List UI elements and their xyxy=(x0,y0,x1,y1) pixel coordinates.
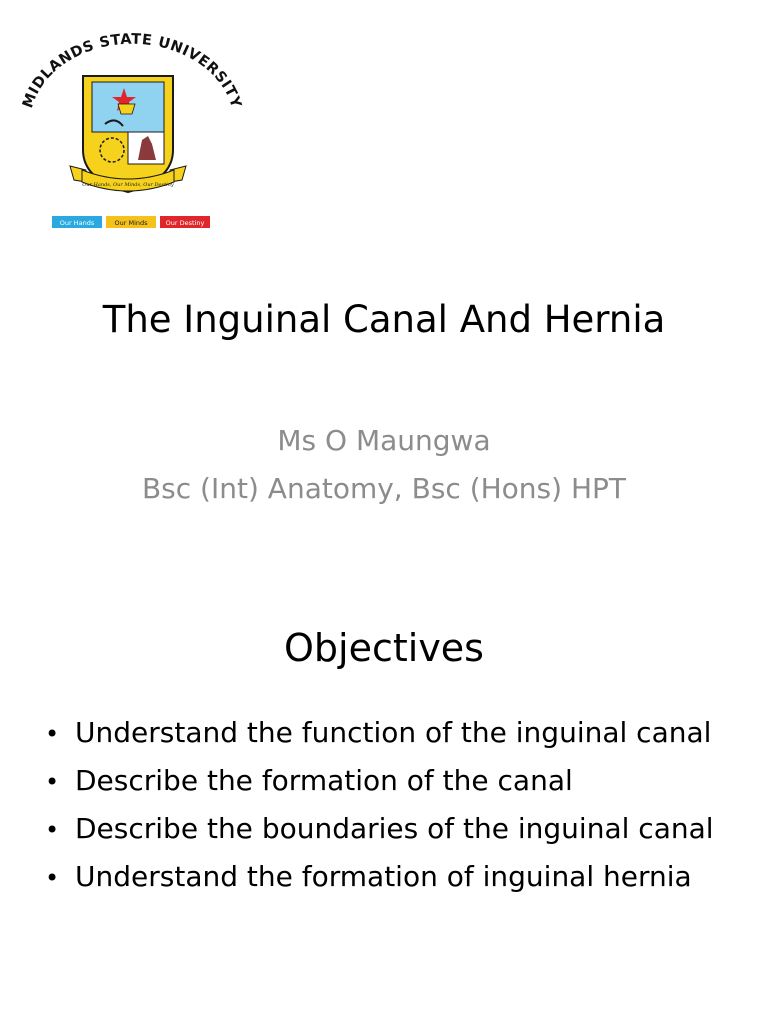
logo-tag-destiny: Our Destiny xyxy=(165,219,205,227)
logo-motto: Our Hands, Our Minds, Our Destiny xyxy=(82,182,174,188)
bullet-icon: • xyxy=(45,864,60,892)
logo-tags xyxy=(52,216,210,228)
presenter-credentials: Bsc (Int) Anatomy, Bsc (Hons) HPT xyxy=(141,472,627,505)
objectives-list xyxy=(45,716,714,908)
bullet-icon: • xyxy=(45,768,60,796)
university-logo xyxy=(20,20,245,235)
list-item xyxy=(45,860,714,908)
list-item xyxy=(45,716,714,764)
presenter-name: Ms O Maungwa xyxy=(277,424,491,457)
list-item xyxy=(45,812,714,860)
objective-text: Describe the formation of the canal xyxy=(75,764,573,797)
objectives-heading: Objectives xyxy=(284,626,484,670)
objective-text: Understand the formation of inguinal hernia xyxy=(75,860,692,893)
list-item xyxy=(45,764,714,812)
slide-title: The Inguinal Canal And Hernia xyxy=(102,298,666,341)
logo-arc-text: MIDLANDS STATE UNIVERSITY xyxy=(20,31,244,111)
bullet-icon: • xyxy=(45,720,60,748)
logo-tag-minds: Our Minds xyxy=(114,219,148,227)
bullet-icon: • xyxy=(45,816,60,844)
logo-tag-hands: Our Hands xyxy=(59,219,95,227)
objective-text: Describe the boundaries of the inguinal canal xyxy=(75,812,714,845)
objective-text: Understand the function of the inguinal canal xyxy=(75,716,712,749)
